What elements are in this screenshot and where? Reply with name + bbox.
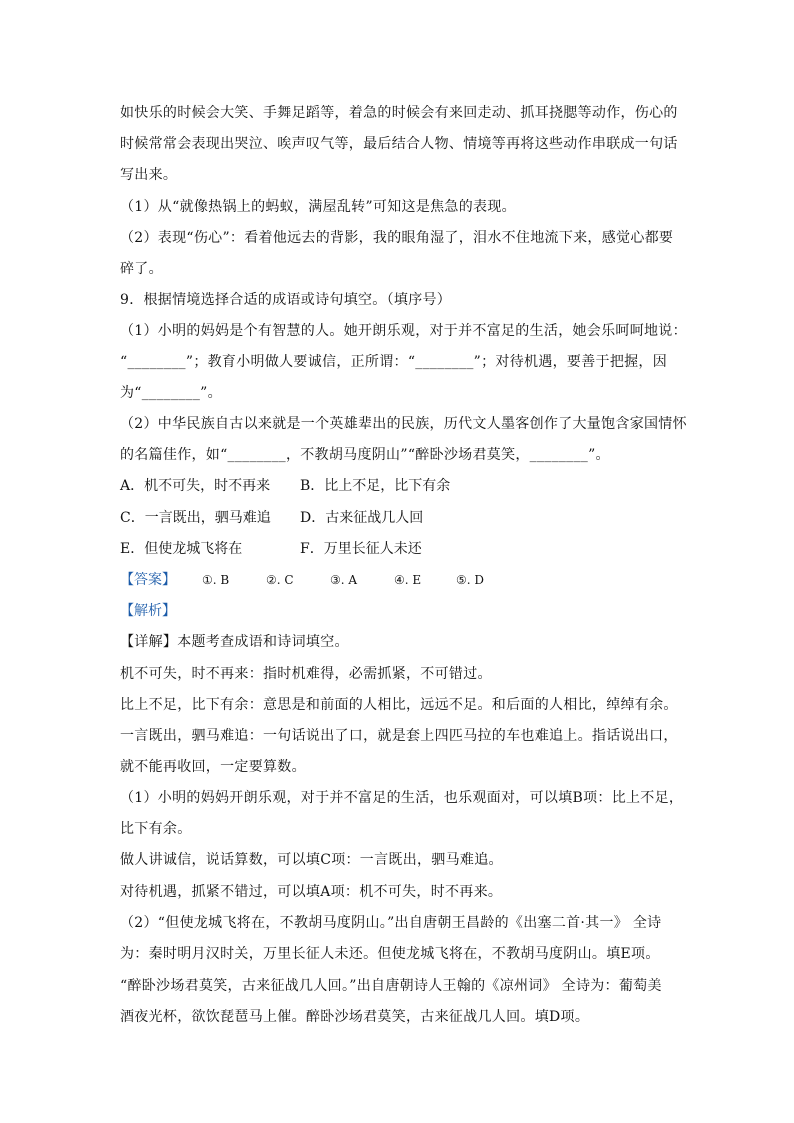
analysis-line: 对待机遇，抓紧不错过，可以填A项：机不可失，时不再来。 bbox=[120, 884, 503, 900]
option-a: A．机不可失，时不再来 bbox=[120, 478, 271, 494]
detail-line bbox=[120, 632, 680, 652]
text-line: 碎了。 bbox=[120, 261, 163, 277]
detail-text: 本题考查成语和诗词填空。 bbox=[177, 634, 349, 650]
option-c: C．一言既出，驷马难追 bbox=[120, 510, 271, 526]
text-line: 的名篇佳作，如“________，不教胡马度阴山”“醉卧沙场君莫笑，________”。 bbox=[120, 447, 610, 463]
text-line: （1）从“就像热锅上的蚂蚁，满屋乱转”可知这是焦急的表现。 bbox=[120, 199, 516, 215]
answer-item: ⑤. D bbox=[456, 573, 485, 587]
analysis-line: 就不能再收回，一定要算数。 bbox=[120, 759, 306, 775]
detail-label: 【详解】 bbox=[120, 634, 178, 650]
analysis-line: 为：秦时明月汉时关，万里长征人未还。但使龙城飞将在，不教胡马度阴山。填E项。 bbox=[120, 946, 660, 962]
analysis-label: 【解析】 bbox=[120, 603, 176, 619]
text-line: 写出来。 bbox=[120, 167, 178, 183]
text-line: “________”；教育小明做人要诚信，正所谓：“________”；对待机遇，要善于把握，因 bbox=[120, 354, 668, 370]
text-line: （2）中华民族自古以来就是一个英雄辈出的民族，历代文人墨客创作了大量饱含家国情怀 bbox=[120, 416, 687, 432]
answer-label: 【答案】 bbox=[120, 572, 176, 588]
analysis-line: （2）“但使龙城飞将在，不教胡马度阴山。”出自唐朝王昌龄的《出塞二首·其一》 全诗 bbox=[120, 915, 662, 931]
answer-item: ①. B bbox=[202, 573, 230, 587]
question-title: 9．根据情境选择合适的成语或诗句填空。（填序号） bbox=[120, 292, 452, 308]
analysis-line: （1）小明的妈妈开朗乐观，对于并不富足的生活，也乐观面对，可以填B项：比上不足， bbox=[120, 790, 684, 806]
analysis-line: 做人讲诚信，说话算数，可以填C项：一言既出，驷马难追。 bbox=[120, 852, 503, 868]
option-f: F．万里长征人未还 bbox=[300, 541, 422, 557]
option-d: D．古来征战几人回 bbox=[300, 510, 424, 526]
analysis-line: 比上不足，比下有余：意思是和前面的人相比，远远不足。和后面的人相比，绰绰有余。 bbox=[120, 697, 678, 713]
text-line: （2）表现“伤心”：看着他远去的背影，我的眼角湿了，泪水不住地流下来，感觉心都要 bbox=[120, 230, 674, 246]
analysis-line: 机不可失，时不再来：指时机难得，必需抓紧，不可错过。 bbox=[120, 666, 492, 682]
text-line: 为“________”。 bbox=[120, 385, 222, 401]
analysis-line: “醉卧沙场君莫笑，古来征战几人回。”出自唐朝诗人王翰的《凉州词》 全诗为：葡萄美 bbox=[120, 978, 662, 994]
analysis-line: 比下有余。 bbox=[120, 821, 192, 837]
answer-item: ③. A bbox=[330, 573, 358, 587]
text-line: 时候常常会表现出哭泣、唉声叹气等，最后结合人物、情境等再将这些动作串联成一句话 bbox=[120, 136, 678, 152]
analysis-line: 酒夜光杯，欲饮琵琶马上催。醉卧沙场君莫笑，古来征战几人回。填D项。 bbox=[120, 1009, 590, 1025]
text-line: 如快乐的时候会大笑、手舞足蹈等，着急的时候会有来回走动、抓耳挠腮等动作，伤心的 bbox=[120, 105, 678, 121]
option-e: E．但使龙城飞将在 bbox=[120, 541, 243, 557]
analysis-line: 一言既出，驷马难追：一句话说出了口，就是套上四匹马拉的车也难追上。指话说出口， bbox=[120, 728, 678, 744]
answer-item: ②. C bbox=[266, 573, 294, 587]
text-line: （1）小明的妈妈是个有智慧的人。她开朗乐观，对于并不富足的生活，她会乐呵呵地说： bbox=[120, 323, 687, 339]
option-b: B．比上不足，比下有余 bbox=[300, 478, 451, 494]
answer-item: ④. E bbox=[394, 573, 422, 587]
